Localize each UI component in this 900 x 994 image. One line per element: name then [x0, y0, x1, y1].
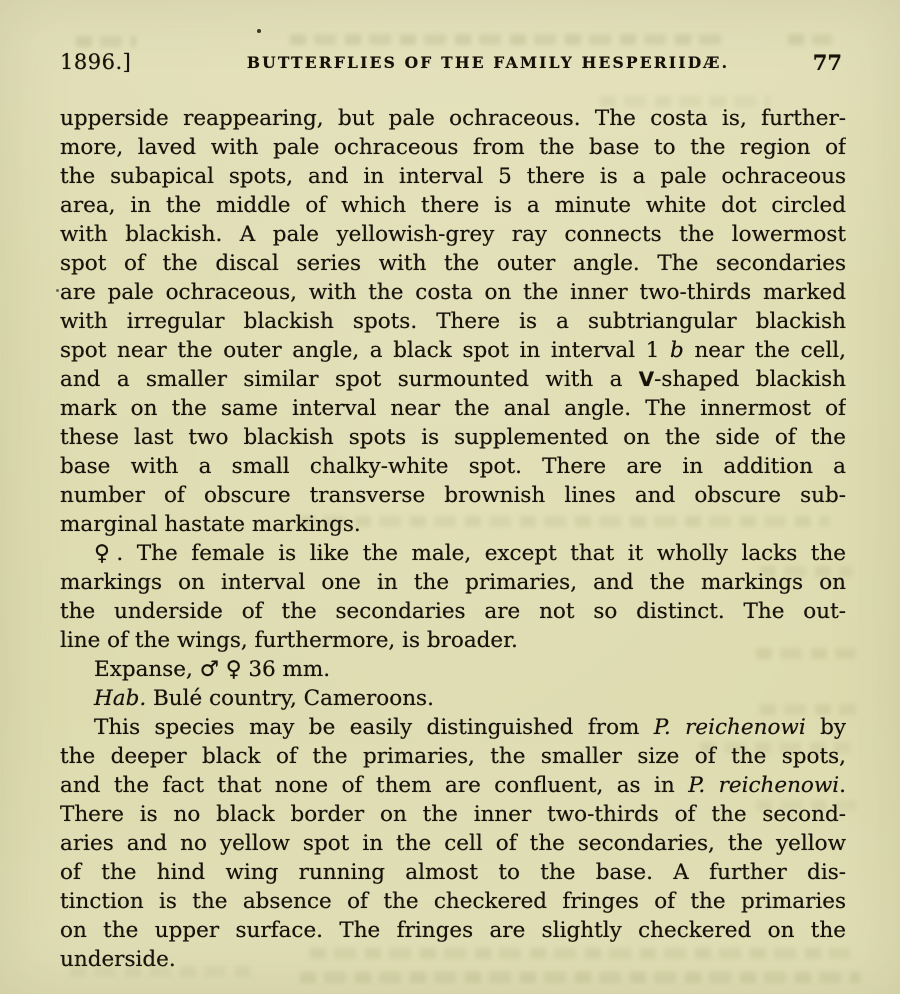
body-text	[60, 104, 846, 974]
ink-speck	[257, 29, 261, 33]
text-segment: number of obscure transverse brownish lines and obscure sub-	[60, 483, 846, 508]
bleedthrough-smudge	[76, 36, 136, 47]
text-segment: -shaped blackish	[654, 367, 846, 392]
header-title: BUTTERFLIES OF THE FAMILY HESPERIIDÆ.	[246, 53, 730, 72]
text-segment: aries and no yellow spot in the cell of the secondaries, the yellow	[60, 831, 846, 856]
text-line	[60, 481, 846, 510]
text-segment: the underside of the secondaries are not so distinct. The out-	[60, 599, 846, 624]
running-header	[0, 50, 900, 80]
text-line	[60, 568, 846, 597]
text-segment: near the cell,	[683, 338, 846, 363]
text-segment: line of the wings, furthermore, is broader.	[60, 628, 518, 653]
text-segment: This species may be easily distinguished from	[94, 715, 654, 740]
text-segment: spot of the discal series with the outer angle. The secondaries	[60, 251, 846, 276]
text-line	[60, 916, 846, 945]
text-segment: area, in the middle of which there is a minute white dot circled	[60, 193, 846, 218]
text-line	[60, 365, 846, 394]
header-page-number: 77	[812, 50, 842, 75]
text-segment: mark on the same interval near the anal angle. The innermost of	[60, 396, 846, 421]
text-line	[60, 307, 846, 336]
text-segment: markings on interval one in the primaries, and the markings on	[60, 570, 846, 595]
text-segment: Expanse, ♂ ♀ 36 mm.	[94, 657, 331, 682]
text-segment: V	[638, 368, 655, 391]
text-segment: the deeper black of the primaries, the smaller size of the spots,	[60, 744, 846, 769]
text-segment: more, laved with pale ochraceous from the base to the region of	[60, 135, 846, 160]
text-line	[60, 394, 846, 423]
text-line	[60, 626, 846, 655]
text-segment: with irregular blackish spots. There is a subtriangular blackish	[60, 309, 846, 334]
text-line	[60, 597, 846, 626]
text-segment: tinction is the absence of the checkered fringes of the primaries	[60, 889, 846, 914]
bleedthrough-smudge	[788, 34, 832, 45]
text-segment: are pale ochraceous, with the costa on the inner two-thirds marked	[60, 280, 846, 305]
text-segment: on the upper surface. The fringes are slightly checkered on the	[60, 918, 846, 943]
text-segment: P. reichenowi	[653, 715, 806, 740]
text-line	[60, 133, 846, 162]
text-line	[60, 655, 846, 684]
text-segment: underside.	[60, 947, 176, 972]
text-line	[60, 510, 846, 539]
text-segment: by	[805, 715, 846, 740]
text-line	[60, 278, 846, 307]
text-line	[60, 336, 846, 365]
text-line	[60, 713, 846, 742]
text-segment: marginal hastate markings.	[60, 512, 361, 537]
text-line	[60, 858, 846, 887]
text-line	[60, 162, 846, 191]
text-segment: and the fact that none of them are confluent, as in	[60, 773, 689, 798]
text-segment: upperside reappearing, but pale ochraceous. The costa is, further-	[60, 106, 846, 131]
text-segment: Bulé country, Cameroons.	[146, 686, 434, 711]
text-line	[60, 452, 846, 481]
text-segment: with blackish. A pale yellowish-grey ray connects the lowermost	[60, 222, 846, 247]
text-segment: There is no black border on the inner two-thirds of the second-	[60, 802, 846, 827]
text-segment: Hab.	[94, 686, 147, 711]
text-line	[60, 191, 846, 220]
text-segment: b	[670, 338, 684, 363]
text-segment: P. reichenowi	[688, 773, 840, 798]
text-segment: ♀. The female is like the male, except that it wholly lacks the	[94, 541, 846, 566]
bleedthrough-smudge	[290, 34, 730, 45]
text-line	[60, 771, 846, 800]
text-line	[60, 800, 846, 829]
text-line	[60, 945, 846, 974]
text-line	[60, 887, 846, 916]
text-line	[60, 742, 846, 771]
text-line	[60, 220, 846, 249]
text-segment: of the hind wing running almost to the base. A further dis-	[60, 860, 846, 885]
text-line	[60, 104, 846, 133]
ink-speck	[56, 289, 59, 292]
text-line	[60, 423, 846, 452]
text-segment: the subapical spots, and in interval 5 there is a pale ochraceous	[60, 164, 846, 189]
text-segment: base with a small chalky-white spot. There are in addition a	[60, 454, 846, 479]
text-line	[60, 684, 846, 713]
text-line	[60, 249, 846, 278]
text-segment: .	[839, 773, 846, 798]
text-segment: and a smaller similar spot surmounted with a	[60, 367, 639, 392]
text-line	[60, 829, 846, 858]
text-line	[60, 539, 846, 568]
text-segment: these last two blackish spots is supplemented on the side of the	[60, 425, 846, 450]
header-year: 1896.]	[60, 50, 132, 74]
text-segment: spot near the outer angle, a black spot in interval 1	[60, 338, 671, 363]
